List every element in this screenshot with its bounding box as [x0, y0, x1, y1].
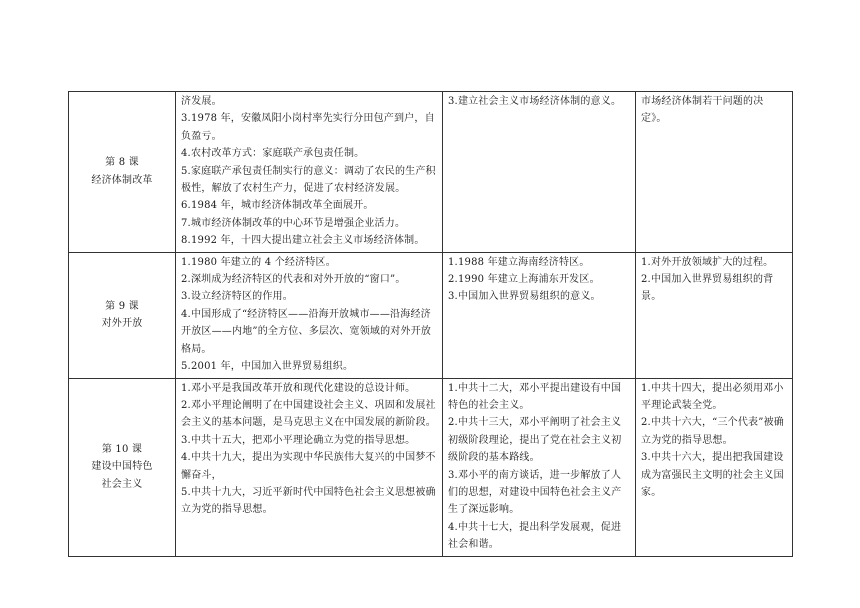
knowledge-point: 6.1984 年，城市经济体制改革全面展开。	[181, 200, 374, 212]
advanced-points-cell	[636, 378, 793, 556]
knowledge-point: 2.中共十六大，“三个代表”被确立为党的指导思想。	[641, 417, 784, 446]
lesson-title-line: 社会主义	[101, 478, 143, 490]
knowledge-point: 3.中国加入世界贸易组织的意义。	[448, 291, 601, 303]
lesson-title: 对外开放	[101, 318, 143, 330]
basic-knowledge-cell	[176, 378, 443, 556]
lesson-cell	[69, 252, 176, 378]
knowledge-point: 2.1990 年建立上海浦东开发区。	[448, 274, 600, 286]
knowledge-point: 3.邓小平的南方谈话，进一步解放了人们的思想，对建设中国特色社会主义产生了深远影响。	[448, 469, 622, 516]
advanced-points-cell	[636, 252, 793, 378]
knowledge-point: 1.中共十四大，提出必须用邓小平理论武装全党。	[641, 382, 784, 411]
knowledge-point: 4.中国形成了“经济特区——沿海开放城市——沿海经济开放区——内地”的全方位、多层次、宽领域的对外开放格局。	[181, 308, 432, 355]
knowledge-point: 1.1980 年建立的 4 个经济特区。	[181, 256, 336, 268]
knowledge-point: 3.设立经济特区的作用。	[181, 291, 293, 303]
lesson-title-line: 建设中国特色	[91, 461, 153, 473]
knowledge-point: 3.1978 年，安徽凤阳小岗村率先实行分田包产到户，自负盈亏。	[181, 113, 435, 142]
knowledge-point: 5.家庭联产承包责任制实行的意义：调动了农民的生产积极性，解放了农村生产力，促进了农村经济发展。	[181, 165, 436, 195]
table-row	[69, 252, 793, 378]
knowledge-point: 1.1988 年建立海南经济特区。	[448, 256, 590, 268]
knowledge-point: 2.中共十三大，邓小平阐明了社会主义初级阶段理论，提出了党在社会主义初级阶段的基本路线。	[448, 417, 622, 464]
knowledge-point: 4.中共十九大，提出为实现中华民族伟大复兴的中国梦不懈奋斗，	[181, 452, 436, 481]
knowledge-point: 3.中共十五大，把邓小平理论确立为党的指导思想。	[181, 434, 416, 446]
table-row	[69, 378, 793, 556]
knowledge-point: 8.1992 年，十四大提出建立社会主义市场经济体制。	[181, 235, 425, 247]
key-points-cell	[443, 378, 636, 556]
knowledge-point: 2.邓小平理论阐明了在中国建设社会主义、巩固和发展社会主义的基本问题，是马克思主义在中国发展的新阶段。	[181, 399, 436, 429]
basic-knowledge-cell	[176, 252, 443, 378]
knowledge-point: 济发展。	[181, 96, 222, 107]
knowledge-point: 5.2001 年，中国加入世界贸易组织。	[181, 361, 354, 373]
lesson-number: 第 10 课	[101, 443, 143, 455]
knowledge-point: 3.中共十六大，提出把我国建设成为富强民主文明的社会主义国家。	[641, 452, 784, 498]
table-row	[69, 92, 793, 253]
advanced-points-cell	[636, 92, 793, 253]
knowledge-point: 5.中共十九大，习近平新时代中国特色社会主义思想被确立为党的指导思想。	[181, 486, 436, 516]
lesson-title: 经济体制改革	[91, 174, 153, 186]
lesson-number: 第 8 课	[105, 157, 139, 169]
basic-knowledge-cell	[176, 92, 443, 253]
knowledge-point: 3.建立社会主义市场经济体制的意义。	[448, 96, 622, 107]
knowledge-point: 1.对外开放领域扩大的过程。	[641, 256, 774, 268]
knowledge-point: 市场经济体制若干问题的决定》。	[641, 96, 764, 125]
key-points-cell	[443, 92, 636, 253]
lesson-cell	[69, 92, 176, 253]
knowledge-point: 4.农村改革方式：家庭联产承包责任制。	[181, 148, 365, 160]
knowledge-point: 2.中国加入世界贸易组织的背景。	[641, 274, 774, 303]
knowledge-point: 2.深圳成为经济特区的代表和对外开放的“窗口”。	[181, 274, 406, 286]
lesson-cell	[69, 378, 176, 556]
knowledge-point: 4.中共十七大，提出科学发展观，促进社会和谐。	[448, 521, 622, 551]
knowledge-point: 1.邓小平是我国改革开放和现代化建设的总设计师。	[181, 382, 416, 394]
lessons-table	[68, 91, 793, 557]
lesson-number: 第 9 课	[105, 300, 139, 312]
knowledge-point: 7.城市经济体制改革的中心环节是增强企业活力。	[181, 217, 406, 229]
key-points-cell	[443, 252, 636, 378]
knowledge-point: 1.中共十二大，邓小平提出建设有中国特色的社会主义。	[448, 382, 622, 411]
